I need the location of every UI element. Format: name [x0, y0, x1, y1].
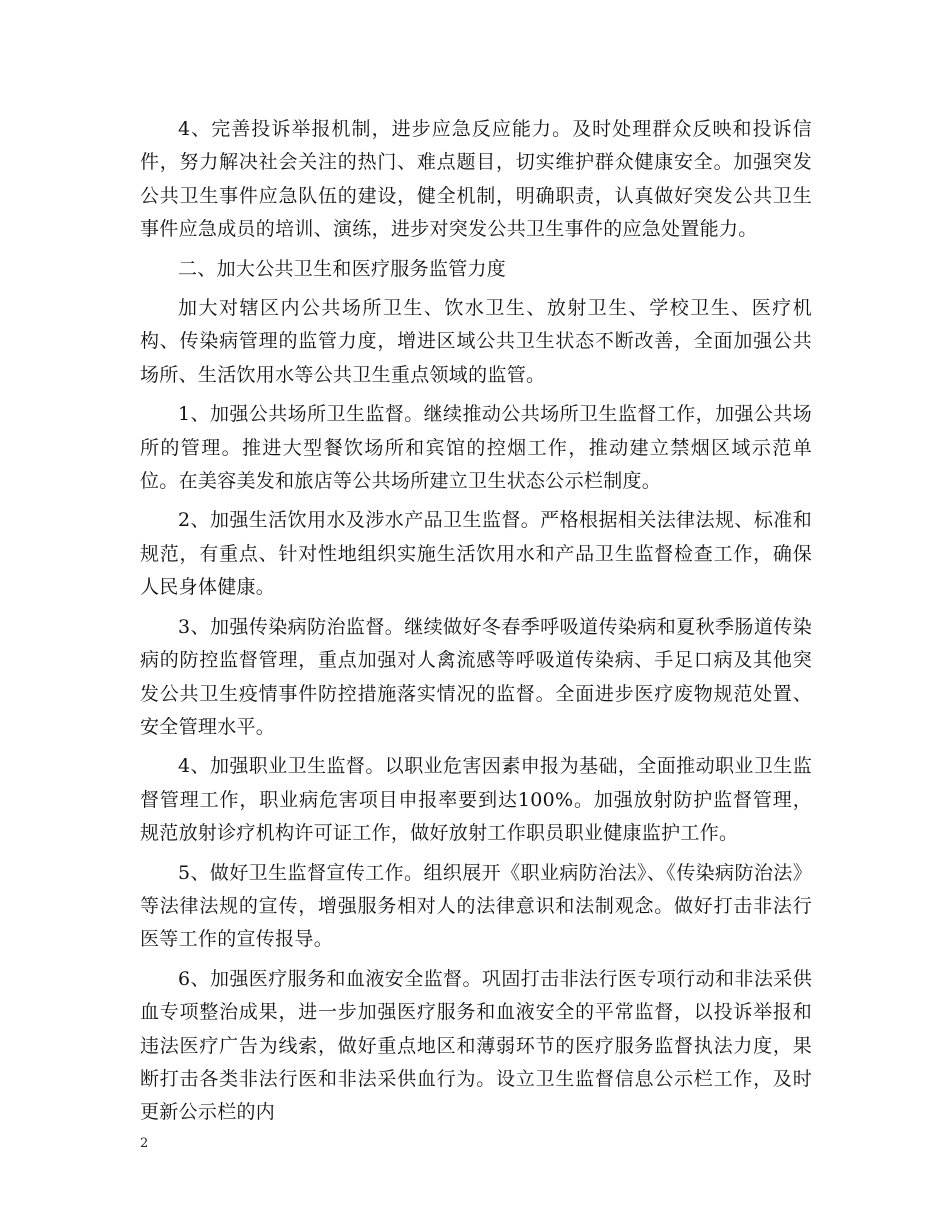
page-number: 2 — [140, 1136, 149, 1151]
paragraph-medical-blood-safety: 6、加强医疗服务和血液安全监督。巩固打击非法行医专项行动和非法采供血专项整治成果，进一步加强医疗服务和血液安全的平常监督，以投诉举报和违法医疗广告为线索，做好重点地区和薄弱环节的医疗服务监督执法力度，果断打击各类非法行医和非法采供血行为。设立卫生监督信息公示栏工作，及时更新公示栏的内 — [140, 967, 812, 1124]
paragraph-occupational-health: 4、加强职业卫生监督。以职业危害因素申报为基础，全面推动职业卫生监督管理工作，职业病危害项目申报率要到达100%。加强放射防护监督管理，规范放射诊疗机构许可证工作，做好放射工作职员职业健康监护工作。 — [140, 755, 812, 845]
paragraph-publicity: 5、做好卫生监督宣传工作。组织展开《职业病防治法》、《传染病防治法》等法律法规的宣传，增强服务相对人的法律意识和法制观念。做好打击非法行医等工作的宣传报导。 — [140, 861, 812, 951]
section-heading-supervision: 二、加大公共卫生和医疗服务监管力度 — [178, 257, 507, 280]
document-body — [140, 113, 812, 1136]
paragraph-infectious-disease: 3、加强传染病防治监督。继续做好冬春季呼吸道传染病和夏秋季肠道传染病的防控监督管理，重点加强对人禽流感等呼吸道传染病、手足口病及其他突发公共卫生疫情事件防控措施落实情况的监督。全面进步医疗废物规范处置、安全管理水平。 — [140, 615, 812, 738]
paragraph-supervision-overview: 加大对辖区内公共场所卫生、饮水卫生、放射卫生、学校卫生、医疗机构、传染病管理的监管力度，增进区域公共卫生状态不断改善，全面加强公共场所、生活饮用水等公共卫生重点领域的监管。 — [140, 297, 812, 386]
paragraph-complaint-mechanism: 4、完善投诉举报机制，进步应急反应能力。及时处理群众反映和投诉信件，努力解决社会关注的热门、难点题目，切实维护群众健康安全。加强突发公共卫生事件应急队伍的建设，健全机制，明确职责，认真做好突发公共卫生事件应急成员的培训、演练，进步对突发公共卫生事件的应急处置能力。 — [140, 118, 812, 241]
paragraph-drinking-water: 2、加强生活饮用水及涉水产品卫生监督。严格根据相关法律法规、标准和规范，有重点、针对性地组织实施生活饮用水和产品卫生监督检查工作，确保人民身体健康。 — [140, 509, 812, 599]
paragraph-public-places: 1、加强公共场所卫生监督。继续推动公共场所卫生监督工作，加强公共场所的管理。推进大型餐饮场所和宾馆的控烟工作，推动建立禁烟区域示范单位。在美容美发和旅店等公共场所建立卫生状态公示栏制度。 — [140, 403, 812, 493]
